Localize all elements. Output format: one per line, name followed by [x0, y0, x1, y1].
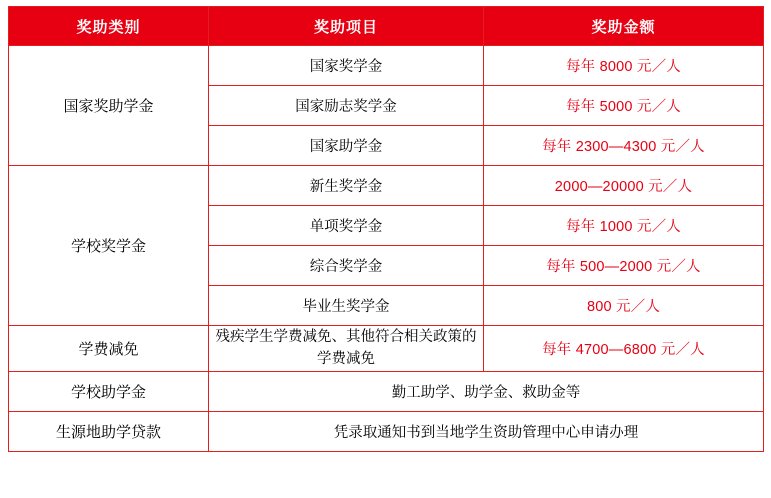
table-row	[9, 371, 764, 411]
amount-cell: 2000—20000 元／人	[484, 166, 764, 206]
item-cell: 国家励志奖学金	[209, 86, 484, 126]
amount-cell: 每年 1000 元／人	[484, 206, 764, 246]
category-cell-school-scholarship: 学校奖学金	[9, 166, 209, 326]
merged-description-cell: 勤工助学、助学金、救助金等	[209, 371, 764, 411]
item-cell: 国家奖学金	[209, 46, 484, 86]
amount-cell: 每年 4700—6800 元／人	[484, 326, 764, 372]
amount-cell: 每年 8000 元／人	[484, 46, 764, 86]
financial-aid-table	[8, 6, 764, 452]
amount-cell: 每年 5000 元／人	[484, 86, 764, 126]
table-header	[9, 7, 764, 46]
table-row	[9, 326, 764, 372]
category-cell-school-grant: 学校助学金	[9, 371, 209, 411]
column-header-item: 奖助项目	[209, 7, 484, 46]
amount-cell: 每年 2300—4300 元／人	[484, 126, 764, 166]
table-row	[9, 46, 764, 86]
item-cell: 残疾学生学费减免、其他符合相关政策的学费减免	[209, 326, 484, 372]
item-cell: 毕业生奖学金	[209, 286, 484, 326]
column-header-category: 奖助类别	[9, 7, 209, 46]
item-cell: 单项奖学金	[209, 206, 484, 246]
table-row	[9, 411, 764, 451]
category-cell-tuition-waiver: 学费减免	[9, 326, 209, 372]
column-header-amount: 奖助金额	[484, 7, 764, 46]
item-cell: 综合奖学金	[209, 246, 484, 286]
item-cell: 国家助学金	[209, 126, 484, 166]
table-body	[9, 46, 764, 452]
amount-cell: 800 元／人	[484, 286, 764, 326]
table-header-row	[9, 7, 764, 46]
merged-description-cell: 凭录取通知书到当地学生资助管理中心申请办理	[209, 411, 764, 451]
table-row	[9, 166, 764, 206]
item-cell: 新生奖学金	[209, 166, 484, 206]
category-cell-national: 国家奖助学金	[9, 46, 209, 166]
amount-cell: 每年 500—2000 元／人	[484, 246, 764, 286]
category-cell-student-loan: 生源地助学贷款	[9, 411, 209, 451]
